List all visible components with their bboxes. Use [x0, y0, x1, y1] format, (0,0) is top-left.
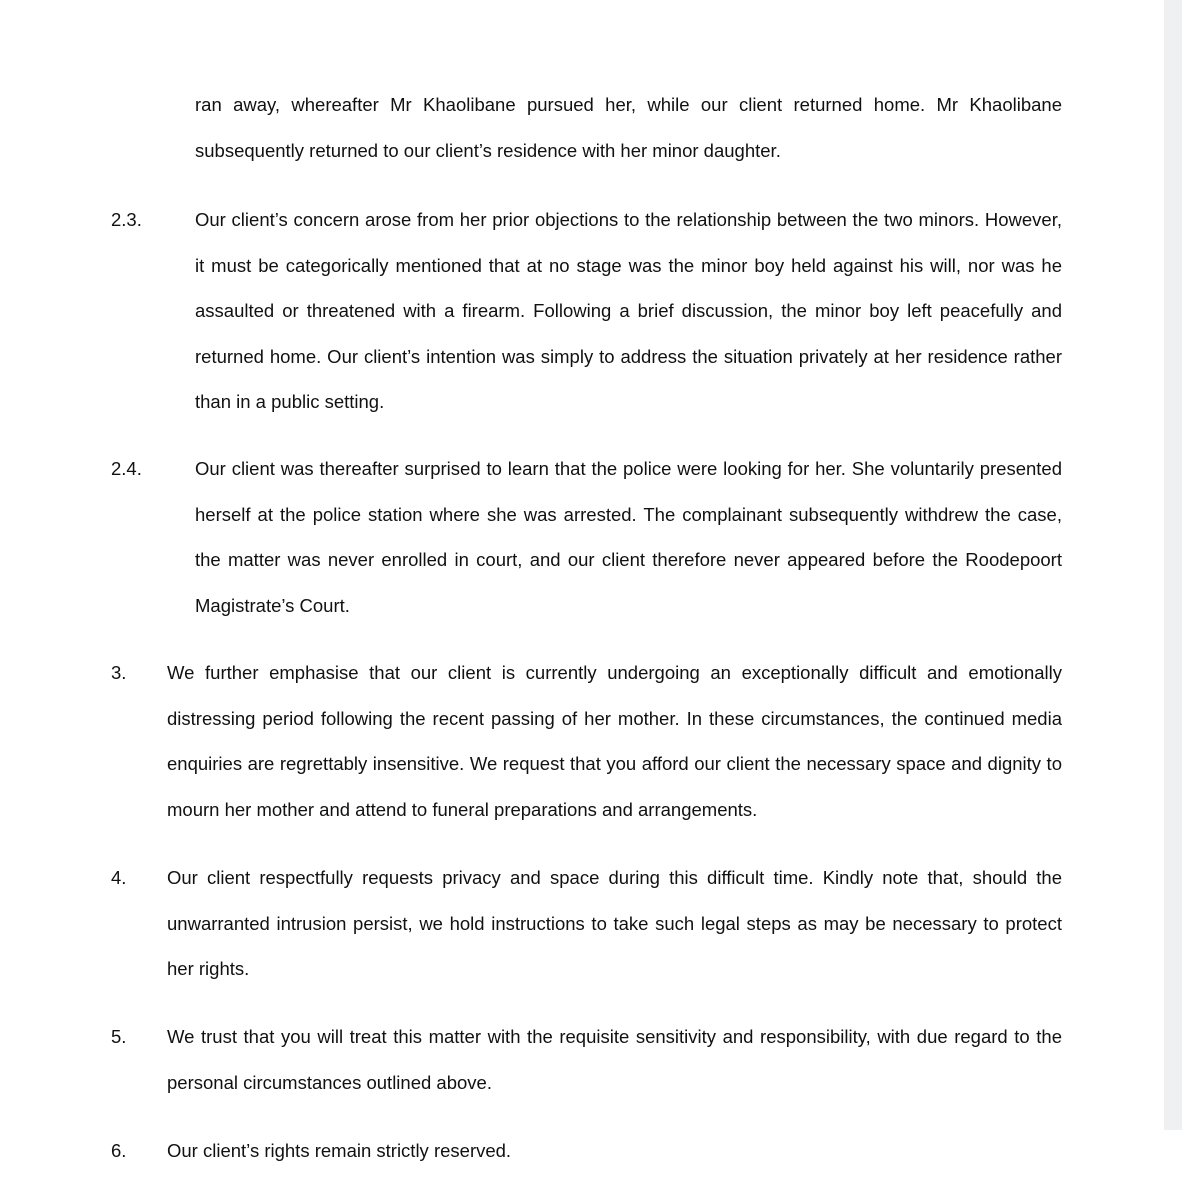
paragraph-6: Our client’s rights remain strictly reserved. — [167, 1140, 512, 1161]
paragraph-number: 2.4. — [111, 458, 142, 479]
page-edge — [1164, 0, 1182, 1130]
paragraph-number: 4. — [111, 867, 127, 888]
paragraph-4: Our client respectfully requests privacy and space during this difficult time. Kindly note that, should the unwarranted intrusion persist, we hold instructions to take such legal steps as may be necessary to protect her rights. — [167, 867, 1062, 979]
paragraph-5: We trust that you will treat this matter with the requisite sensitivity and responsibility, with due regard to the personal circumstances outlined above. — [167, 1026, 1062, 1093]
paragraph-2-3: Our client’s concern arose from her prior objections to the relationship between the two minors. However, it must be categorically mentioned that at no stage was the minor boy held against his will, nor was he assaulted or threatened with a firearm. Following a brief discussion, the minor boy left peacefully and returned home. Our client’s intention was simply to address the situation privately at her residence rather than in a public setting. — [195, 209, 1062, 412]
paragraph-number: 3. — [111, 662, 127, 683]
paragraph-continuation: ran away, whereafter Mr Khaolibane pursued her, while our client returned home. Mr Khaolibane subsequently returned to our client’s residence with her minor daughter. — [195, 94, 1062, 161]
paragraph-number: 2.3. — [111, 209, 142, 230]
paragraph-3: We further emphasise that our client is currently undergoing an exceptionally difficult and emotionally distressing period following the recent passing of her mother. In these circumstances, the continued media enquiries are regrettably insensitive. We request that you afford our client the necessary space and dignity to mourn her mother and attend to funeral preparations and arrangements. — [167, 662, 1062, 820]
paragraph-2-4: Our client was thereafter surprised to learn that the police were looking for her. She voluntarily presented herself at the police station where she was arrested. The complainant subsequently withdrew the case, the matter was never enrolled in court, and our client therefore never appeared before the Roodepoort Magistrate’s Court. — [195, 458, 1062, 616]
paragraph-number: 5. — [111, 1026, 127, 1047]
paragraph-number: 6. — [111, 1140, 127, 1161]
